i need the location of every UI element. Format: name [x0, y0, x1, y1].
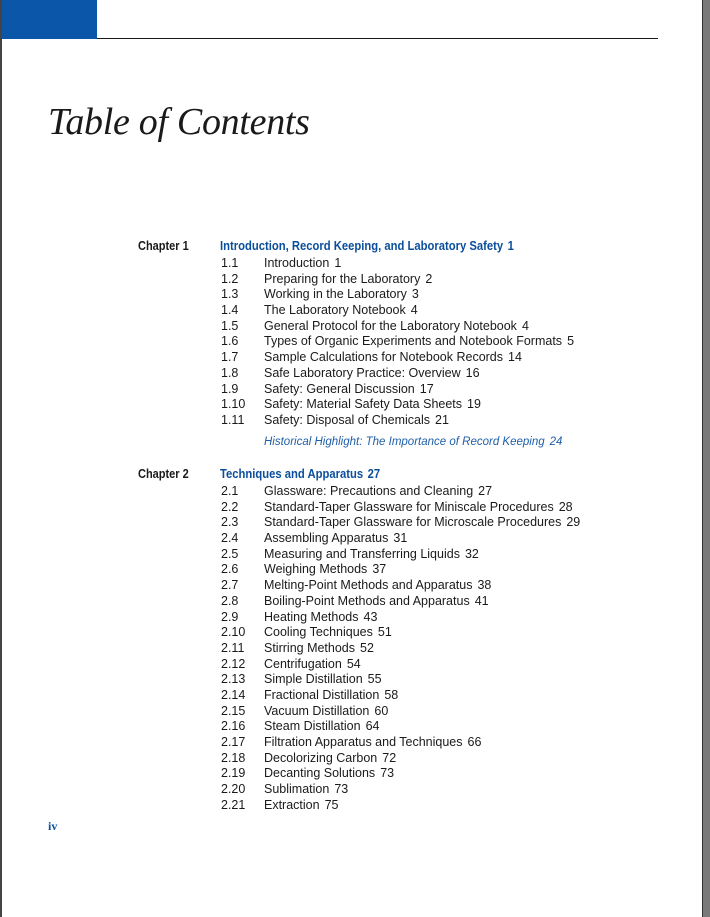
section-title: Types of Organic Experiments and Notebook Formats 5 — [264, 334, 575, 349]
section-number: 2.15 — [221, 703, 246, 718]
chapter-title-text: Introduction, Record Keeping, and Laboratory Safety — [220, 239, 504, 253]
section-page: 4 — [410, 303, 418, 318]
section-entry[interactable] — [221, 562, 641, 578]
section-number: 2.14 — [221, 687, 246, 702]
section-entry[interactable] — [221, 798, 641, 814]
section-entry[interactable] — [221, 397, 641, 413]
section-page: 3 — [411, 287, 419, 302]
section-page: 19 — [467, 397, 481, 412]
section-title: The Laboratory Notebook 4 — [264, 303, 418, 318]
section-page: 58 — [384, 687, 399, 702]
section-page: 37 — [372, 562, 387, 577]
header-accent-bar — [2, 0, 97, 39]
section-page: 55 — [367, 672, 382, 687]
section-title: Sublimation 73 — [264, 782, 349, 797]
section-page: 2 — [425, 271, 433, 286]
section-number: 2.12 — [221, 656, 246, 671]
section-entry[interactable] — [221, 672, 641, 688]
chapter-1 — [0, 239, 702, 454]
section-page: 43 — [363, 609, 378, 624]
section-title: Standard-Taper Glassware for Miniscale Procedures 28 — [264, 499, 573, 514]
section-entry[interactable] — [221, 610, 641, 626]
section-number: 2.20 — [221, 782, 246, 797]
section-page: 75 — [324, 797, 339, 812]
section-title: Safety: Material Safety Data Sheets 19 — [264, 397, 481, 412]
highlight-page: 24 — [549, 436, 563, 448]
section-title: Decolorizing Carbon 72 — [264, 750, 397, 765]
section-entry[interactable] — [221, 594, 641, 610]
section-page: 41 — [474, 593, 489, 608]
section-page: 28 — [558, 499, 573, 514]
section-number: 1.8 — [221, 365, 239, 380]
section-page: 16 — [465, 365, 480, 380]
section-number: 2.7 — [221, 578, 239, 593]
section-number: 2.1 — [221, 484, 239, 498]
section-page: 52 — [360, 640, 374, 655]
section-number: 2.18 — [221, 750, 246, 765]
section-title: Vacuum Distillation 60 — [264, 703, 389, 718]
section-number: 2.6 — [221, 562, 239, 577]
section-title: Decanting Solutions 73 — [264, 766, 395, 781]
section-title: Glassware: Precautions and Cleaning 27 — [264, 484, 493, 498]
section-entry[interactable] — [221, 500, 641, 516]
chapter-label: Chapter 1 — [138, 239, 189, 253]
page-number: iv — [48, 819, 58, 833]
section-page: 64 — [365, 719, 380, 734]
section-number: 1.9 — [221, 381, 239, 396]
chapter-page: 1 — [507, 239, 514, 253]
section-page: 60 — [374, 703, 389, 718]
section-entry[interactable] — [221, 782, 641, 798]
section-number: 1.1 — [221, 256, 239, 270]
chapter-label: Chapter 2 — [138, 467, 189, 481]
section-title: Safe Laboratory Practice: Overview 16 — [264, 365, 480, 380]
section-number: 1.11 — [221, 412, 245, 427]
section-page: 72 — [382, 750, 397, 765]
section-entry[interactable] — [221, 287, 641, 303]
section-list — [221, 256, 641, 429]
section-entry[interactable] — [221, 704, 641, 720]
section-list — [221, 484, 641, 813]
section-page: 14 — [508, 350, 522, 365]
section-page: 17 — [419, 381, 434, 396]
historical-highlight-link[interactable] — [264, 436, 562, 448]
section-number: 2.11 — [221, 640, 245, 655]
highlight-title: Historical Highlight: The Importance of Record Keeping — [264, 436, 545, 448]
section-title: Steam Distillation 64 — [264, 719, 380, 734]
section-number: 2.4 — [221, 531, 239, 546]
section-page: 51 — [377, 625, 392, 640]
section-number: 1.2 — [221, 271, 239, 286]
section-entry[interactable] — [221, 657, 641, 673]
section-entry[interactable] — [221, 484, 641, 500]
section-number: 1.5 — [221, 318, 239, 333]
section-page: 66 — [467, 735, 482, 749]
section-entry[interactable] — [221, 382, 641, 398]
section-title: Simple Distillation 55 — [264, 672, 382, 687]
section-title: Safety: Disposal of Chemicals 21 — [264, 412, 449, 427]
section-entry[interactable] — [221, 641, 641, 657]
section-entry[interactable] — [221, 719, 641, 735]
section-title: Centrifugation 54 — [264, 656, 361, 671]
section-entry[interactable] — [221, 256, 641, 272]
section-title: Safety: General Discussion 17 — [264, 381, 434, 396]
section-entry[interactable] — [221, 350, 641, 366]
section-entry[interactable] — [221, 413, 641, 429]
section-number: 2.10 — [221, 625, 246, 640]
section-page: 5 — [567, 334, 575, 349]
section-number: 1.4 — [221, 303, 239, 318]
section-page: 73 — [334, 782, 349, 797]
section-number: 2.17 — [221, 735, 246, 749]
section-title: Weighing Methods 37 — [264, 562, 387, 577]
section-number: 1.6 — [221, 334, 239, 349]
section-title: Stirring Methods 52 — [264, 640, 374, 655]
section-entry[interactable] — [221, 547, 641, 563]
section-title: Boiling-Point Methods and Apparatus 41 — [264, 593, 489, 608]
section-title: Working in the Laboratory 3 — [264, 287, 419, 302]
section-number: 2.3 — [221, 515, 239, 530]
section-number: 1.10 — [221, 397, 246, 412]
section-page: 38 — [477, 578, 492, 593]
section-page: 29 — [566, 515, 581, 530]
section-number: 2.19 — [221, 766, 246, 781]
section-entry[interactable] — [221, 531, 641, 547]
section-number: 2.2 — [221, 499, 239, 514]
section-number: 2.13 — [221, 672, 246, 687]
section-entry[interactable] — [221, 303, 641, 319]
section-title: Standard-Taper Glassware for Microscale Procedures 29 — [264, 515, 581, 530]
section-title: Cooling Techniques 51 — [264, 625, 392, 640]
page-title: Table of Contents — [48, 101, 310, 143]
section-page: 21 — [435, 412, 449, 427]
section-number: 1.7 — [221, 350, 239, 365]
section-page: 27 — [478, 484, 493, 498]
section-title: Preparing for the Laboratory 2 — [264, 271, 433, 286]
section-entry[interactable] — [221, 334, 641, 350]
section-title: Heating Methods 43 — [264, 609, 378, 624]
section-number: 2.9 — [221, 609, 239, 624]
section-title: Introduction 1 — [264, 256, 342, 270]
section-title: Measuring and Transferring Liquids 32 — [264, 546, 479, 561]
section-page: 4 — [521, 318, 529, 333]
section-title: Extraction 75 — [264, 797, 339, 812]
section-number: 2.5 — [221, 546, 239, 561]
chapter-2 — [0, 467, 702, 817]
section-entry[interactable] — [221, 319, 641, 335]
section-number: 2.8 — [221, 593, 239, 608]
section-entry[interactable] — [221, 735, 641, 751]
chapter-title-link[interactable] — [220, 239, 514, 254]
section-entry[interactable] — [221, 578, 641, 594]
section-entry[interactable] — [221, 766, 641, 782]
chapter-page: 27 — [367, 467, 381, 481]
section-entry[interactable] — [221, 272, 641, 288]
section-title: Sample Calculations for Notebook Records 14 — [264, 350, 522, 365]
section-page: 73 — [380, 766, 395, 781]
header-rule — [97, 38, 658, 39]
section-title: Filtration Apparatus and Techniques 66 — [264, 735, 482, 749]
section-number: 1.3 — [221, 287, 239, 302]
section-page: 32 — [464, 546, 479, 561]
section-entry[interactable] — [221, 625, 641, 641]
section-entry[interactable] — [221, 688, 641, 704]
chapter-title-link[interactable] — [220, 467, 380, 482]
section-page: 1 — [334, 256, 342, 270]
section-page: 31 — [393, 531, 408, 546]
section-number: 2.16 — [221, 719, 246, 734]
page-edge-right — [702, 0, 710, 917]
section-number: 2.21 — [221, 797, 246, 812]
section-title: General Protocol for the Laboratory Notebook 4 — [264, 318, 529, 333]
section-entry[interactable] — [221, 751, 641, 767]
section-page: 54 — [346, 656, 361, 671]
section-title: Fractional Distillation 58 — [264, 687, 399, 702]
section-entry[interactable] — [221, 366, 641, 382]
section-title: Melting-Point Methods and Apparatus 38 — [264, 578, 492, 593]
section-entry[interactable] — [221, 515, 641, 531]
chapter-title-text: Techniques and Apparatus — [220, 467, 364, 481]
section-title: Assembling Apparatus 31 — [264, 531, 408, 546]
